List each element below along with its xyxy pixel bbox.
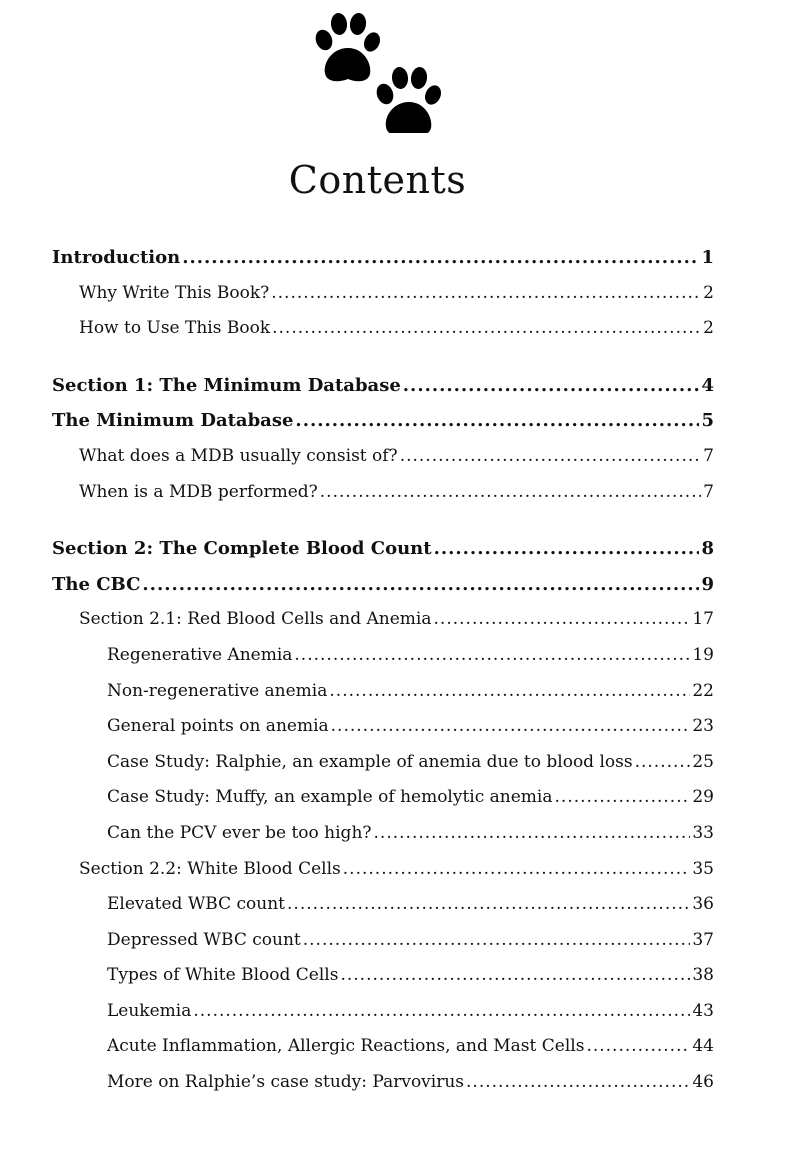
toc-dot-leader bbox=[331, 716, 691, 736]
toc-entry-page-number: 8 bbox=[701, 538, 714, 560]
toc-entry[interactable] bbox=[52, 609, 714, 645]
toc-entry-label: When is a MDB performed? bbox=[79, 481, 318, 502]
toc-dot-leader bbox=[295, 410, 699, 431]
toc-entry[interactable] bbox=[52, 752, 714, 788]
toc-entry-label: The Minimum Database bbox=[52, 410, 294, 432]
toc-entry-page-number: 5 bbox=[701, 410, 714, 432]
toc-dot-leader bbox=[374, 823, 691, 843]
toc-entry-label: More on Ralphie’s case study: Parvovirus bbox=[107, 1072, 465, 1093]
toc-entry-label: Regenerative Anemia bbox=[107, 644, 293, 665]
toc-entry[interactable] bbox=[52, 1001, 714, 1037]
toc-dot-leader bbox=[400, 446, 701, 466]
toc-entry-page-number: 22 bbox=[692, 680, 714, 701]
toc-dot-leader bbox=[340, 965, 690, 985]
toc-dot-leader bbox=[466, 1072, 690, 1092]
toc-entry-label: The CBC bbox=[52, 573, 141, 595]
toc-entry-page-number: 46 bbox=[692, 1072, 714, 1093]
toc-entry-label: Can the PCV ever be too high? bbox=[107, 822, 372, 843]
toc-entry[interactable] bbox=[52, 375, 714, 411]
toc-dot-leader bbox=[182, 247, 699, 268]
toc-entry-label: General points on anemia bbox=[107, 716, 329, 737]
toc-entry[interactable] bbox=[52, 1072, 714, 1108]
toc-entry-page-number: 33 bbox=[692, 822, 714, 843]
paw-prints-icon bbox=[300, 8, 460, 133]
toc-entry-label: Depressed WBC count bbox=[107, 929, 301, 950]
toc-entry-page-number: 19 bbox=[692, 644, 714, 665]
toc-dot-leader bbox=[343, 859, 691, 879]
toc-entry-label: Section 2: The Complete Blood Count bbox=[52, 538, 432, 560]
toc-entry-page-number: 1 bbox=[701, 247, 714, 268]
toc-dot-leader bbox=[586, 1036, 690, 1056]
table-of-contents bbox=[52, 247, 714, 1108]
toc-entry-label: What does a MDB usually consist of? bbox=[79, 445, 398, 466]
toc-entry-page-number: 2 bbox=[703, 282, 714, 303]
toc-entry[interactable] bbox=[52, 965, 714, 1001]
toc-dot-leader bbox=[287, 894, 690, 914]
toc-entry-label: Section 1: The Minimum Database bbox=[52, 374, 401, 396]
toc-entry[interactable] bbox=[52, 574, 714, 610]
toc-entry-page-number: 36 bbox=[692, 894, 714, 915]
toc-entry-label: Elevated WBC count bbox=[107, 894, 286, 915]
page-title: Contents bbox=[288, 158, 467, 202]
toc-entry-page-number: 25 bbox=[692, 751, 714, 772]
toc-entry-label: Section 2.1: Red Blood Cells and Anemia bbox=[79, 609, 432, 630]
toc-entry[interactable] bbox=[52, 645, 714, 681]
toc-entry-page-number: 38 bbox=[692, 965, 714, 986]
toc-entry[interactable] bbox=[52, 823, 714, 859]
toc-dot-leader bbox=[303, 930, 691, 950]
toc-entry[interactable] bbox=[52, 318, 714, 354]
toc-entry-page-number: 4 bbox=[701, 374, 714, 396]
toc-entry[interactable] bbox=[52, 787, 714, 823]
toc-entry-label: Acute Inflammation, Allergic Reactions, and Mast Cells bbox=[107, 1036, 585, 1057]
toc-entry-page-number: 7 bbox=[703, 445, 714, 466]
toc-dot-leader bbox=[320, 482, 701, 502]
toc-entry[interactable] bbox=[52, 716, 714, 752]
toc-dot-leader bbox=[403, 375, 700, 396]
toc-entry-page-number: 37 bbox=[692, 929, 714, 950]
toc-entry-page-number: 2 bbox=[703, 318, 714, 339]
toc-dot-leader bbox=[142, 574, 699, 595]
toc-entry-label: Introduction bbox=[52, 247, 181, 268]
toc-entry-page-number: 35 bbox=[692, 858, 714, 879]
toc-dot-leader bbox=[272, 318, 701, 338]
toc-entry[interactable] bbox=[52, 410, 714, 446]
toc-entry-label: How to Use This Book bbox=[79, 318, 271, 339]
toc-dot-leader bbox=[271, 283, 701, 303]
toc-entry[interactable] bbox=[52, 247, 714, 283]
toc-dot-leader bbox=[193, 1001, 690, 1021]
toc-dot-leader bbox=[555, 787, 691, 807]
toc-entry-label: Case Study: Ralphie, an example of anemia due to blood loss bbox=[107, 751, 633, 772]
toc-entry-label: Leukemia bbox=[107, 1000, 192, 1021]
toc-entry[interactable] bbox=[52, 681, 714, 717]
toc-entry[interactable] bbox=[52, 930, 714, 966]
toc-entry[interactable] bbox=[52, 1036, 714, 1072]
toc-dot-leader bbox=[294, 645, 690, 665]
toc-entry-label: Section 2.2: White Blood Cells bbox=[79, 858, 341, 879]
toc-entry[interactable] bbox=[52, 894, 714, 930]
toc-entry-label: Why Write This Book? bbox=[79, 282, 270, 303]
toc-dot-leader bbox=[329, 681, 690, 701]
toc-entry[interactable] bbox=[52, 859, 714, 895]
paw-print-upper-left-icon bbox=[313, 12, 383, 81]
toc-dot-leader bbox=[434, 538, 700, 559]
toc-entry-page-number: 29 bbox=[692, 787, 714, 808]
toc-entry-page-number: 44 bbox=[692, 1036, 714, 1057]
toc-entry[interactable] bbox=[52, 446, 714, 482]
toc-entry[interactable] bbox=[52, 482, 714, 518]
toc-entry[interactable] bbox=[52, 538, 714, 574]
toc-entry-label: Non-regenerative anemia bbox=[107, 680, 328, 701]
toc-entry-page-number: 17 bbox=[692, 609, 714, 630]
toc-entry-page-number: 7 bbox=[703, 481, 714, 502]
toc-entry-label: Types of White Blood Cells bbox=[107, 965, 339, 986]
toc-dot-leader bbox=[434, 609, 691, 629]
toc-entry-page-number: 43 bbox=[692, 1000, 714, 1021]
toc-entry[interactable] bbox=[52, 283, 714, 319]
toc-entry-page-number: 9 bbox=[701, 573, 714, 595]
toc-entry-page-number: 23 bbox=[692, 716, 714, 737]
toc-dot-leader bbox=[635, 752, 691, 772]
toc-entry-label: Case Study: Muffy, an example of hemolytic anemia bbox=[107, 787, 553, 808]
paw-print-lower-right-icon bbox=[374, 66, 444, 133]
